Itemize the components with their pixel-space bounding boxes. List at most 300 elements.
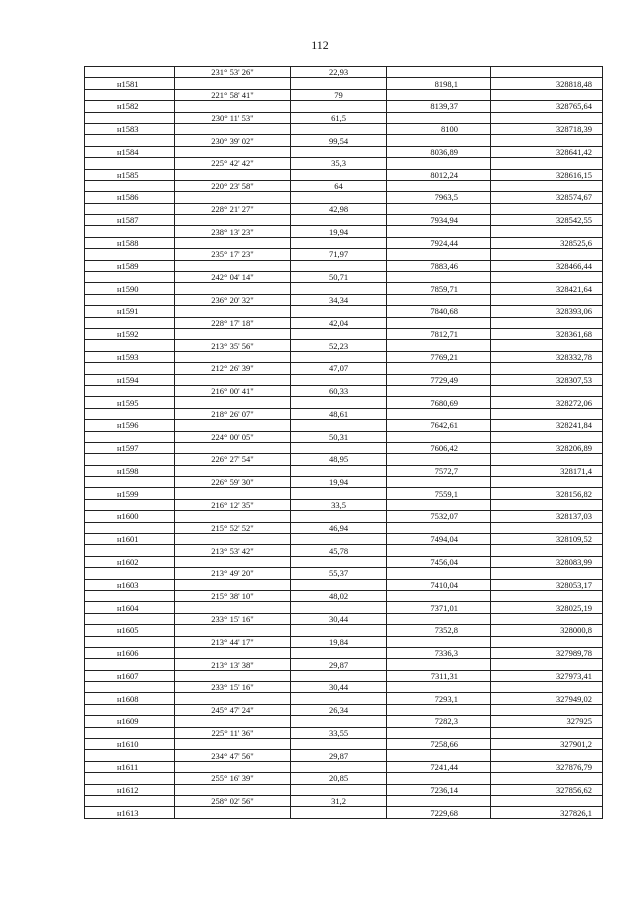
x-cell: 7680,69 [387, 397, 491, 408]
angle-cell [175, 807, 291, 818]
y-cell: 328000,8 [491, 625, 603, 636]
distance-cell: 47,07 [291, 363, 387, 374]
point-row [85, 306, 603, 317]
x-cell: 7934,94 [387, 215, 491, 226]
segment-row [85, 545, 603, 556]
y-cell: 328272,06 [491, 397, 603, 408]
distance-cell: 19,94 [291, 226, 387, 237]
point-row [85, 784, 603, 795]
x-cell [387, 750, 491, 761]
angle-cell [175, 169, 291, 180]
y-cell: 327826,1 [491, 807, 603, 818]
point-row [85, 602, 603, 613]
distance-cell [291, 283, 387, 294]
point-row [85, 374, 603, 385]
point-cell: н1585 [85, 169, 175, 180]
y-cell: 328025,19 [491, 602, 603, 613]
y-cell [491, 135, 603, 146]
point-row [85, 101, 603, 112]
distance-cell: 33,5 [291, 499, 387, 510]
distance-cell [291, 807, 387, 818]
y-cell: 328137,03 [491, 511, 603, 522]
x-cell: 7258,66 [387, 739, 491, 750]
angle-cell [175, 556, 291, 567]
point-row [85, 670, 603, 681]
segment-row [85, 340, 603, 351]
page-number: 112 [311, 38, 329, 52]
distance-cell: 22,93 [291, 67, 387, 78]
point-cell [85, 499, 175, 510]
x-cell: 7963,5 [387, 192, 491, 203]
x-cell [387, 545, 491, 556]
y-cell: 328109,52 [491, 534, 603, 545]
x-cell [387, 499, 491, 510]
y-cell: 328332,78 [491, 351, 603, 362]
distance-cell [291, 761, 387, 772]
point-cell [85, 682, 175, 693]
angle-cell: 258° 02' 56" [175, 796, 291, 807]
angle-cell: 213° 44' 17" [175, 636, 291, 647]
angle-cell [175, 420, 291, 431]
angle-cell: 230° 11' 53" [175, 112, 291, 123]
distance-cell [291, 146, 387, 157]
distance-cell: 99,54 [291, 135, 387, 146]
angle-cell [175, 306, 291, 317]
x-cell: 7456,04 [387, 556, 491, 567]
point-cell: н1587 [85, 215, 175, 226]
angle-cell [175, 260, 291, 271]
y-cell: 328241,84 [491, 420, 603, 431]
y-cell [491, 272, 603, 283]
x-cell [387, 613, 491, 624]
x-cell: 7311,31 [387, 670, 491, 681]
y-cell: 328421,64 [491, 283, 603, 294]
angle-cell [175, 397, 291, 408]
y-cell: 328393,06 [491, 306, 603, 317]
point-cell [85, 431, 175, 442]
x-cell: 7293,1 [387, 693, 491, 704]
point-cell: н1589 [85, 260, 175, 271]
point-cell: н1605 [85, 625, 175, 636]
point-cell [85, 317, 175, 328]
y-cell: 328718,39 [491, 123, 603, 134]
y-cell: 328361,68 [491, 328, 603, 339]
angle-cell [175, 192, 291, 203]
segment-row [85, 773, 603, 784]
angle-cell: 218° 26' 07" [175, 408, 291, 419]
x-cell: 7352,8 [387, 625, 491, 636]
distance-cell [291, 602, 387, 613]
angle-cell [175, 670, 291, 681]
y-cell [491, 340, 603, 351]
x-cell: 8100 [387, 123, 491, 134]
x-cell [387, 568, 491, 579]
point-cell: н1590 [85, 283, 175, 294]
y-cell [491, 796, 603, 807]
point-row [85, 534, 603, 545]
point-cell: н1609 [85, 716, 175, 727]
angle-cell: 216° 00' 41" [175, 385, 291, 396]
distance-cell [291, 488, 387, 499]
x-cell [387, 340, 491, 351]
point-row [85, 579, 603, 590]
point-row [85, 442, 603, 453]
y-cell [491, 158, 603, 169]
distance-cell: 50,71 [291, 272, 387, 283]
point-row [85, 351, 603, 362]
x-cell [387, 773, 491, 784]
point-cell: н1588 [85, 237, 175, 248]
point-cell: н1612 [85, 784, 175, 795]
point-cell [85, 226, 175, 237]
y-cell [491, 317, 603, 328]
distance-cell: 55,37 [291, 568, 387, 579]
y-cell [491, 568, 603, 579]
x-cell: 7859,71 [387, 283, 491, 294]
y-cell [491, 363, 603, 374]
angle-cell: 220° 23' 58" [175, 180, 291, 191]
distance-cell: 29,87 [291, 750, 387, 761]
segment-row [85, 249, 603, 260]
angle-cell: 216° 12' 35" [175, 499, 291, 510]
point-cell: н1586 [85, 192, 175, 203]
distance-cell: 31,2 [291, 796, 387, 807]
point-cell: н1597 [85, 442, 175, 453]
distance-cell: 45,78 [291, 545, 387, 556]
y-cell: 328818,48 [491, 78, 603, 89]
point-row [85, 260, 603, 271]
angle-cell [175, 351, 291, 362]
x-cell [387, 249, 491, 260]
angle-cell [175, 625, 291, 636]
y-cell [491, 180, 603, 191]
distance-cell: 33,55 [291, 727, 387, 738]
distance-cell: 42,98 [291, 203, 387, 214]
point-cell: н1601 [85, 534, 175, 545]
point-cell: н1602 [85, 556, 175, 567]
y-cell [491, 67, 603, 78]
point-row [85, 511, 603, 522]
x-cell [387, 727, 491, 738]
y-cell [491, 682, 603, 693]
distance-cell [291, 511, 387, 522]
x-cell: 8198,1 [387, 78, 491, 89]
point-row [85, 625, 603, 636]
x-cell [387, 317, 491, 328]
point-cell: н1610 [85, 739, 175, 750]
x-cell: 8139,37 [387, 101, 491, 112]
distance-cell [291, 260, 387, 271]
distance-cell: 71,97 [291, 249, 387, 260]
point-cell [85, 385, 175, 396]
distance-cell [291, 647, 387, 658]
y-cell: 328156,82 [491, 488, 603, 499]
point-row [85, 739, 603, 750]
segment-row [85, 67, 603, 78]
x-cell [387, 385, 491, 396]
x-cell: 7282,3 [387, 716, 491, 727]
x-cell: 7559,1 [387, 488, 491, 499]
x-cell [387, 226, 491, 237]
x-cell: 7371,01 [387, 602, 491, 613]
segment-row [85, 750, 603, 761]
angle-cell [175, 215, 291, 226]
x-cell: 7229,68 [387, 807, 491, 818]
point-cell [85, 363, 175, 374]
x-cell [387, 180, 491, 191]
segment-row [85, 431, 603, 442]
x-cell [387, 796, 491, 807]
distance-cell: 48,61 [291, 408, 387, 419]
y-cell: 328616,15 [491, 169, 603, 180]
x-cell [387, 112, 491, 123]
x-cell [387, 590, 491, 601]
x-cell: 7494,04 [387, 534, 491, 545]
segment-row [85, 363, 603, 374]
distance-cell [291, 78, 387, 89]
distance-cell [291, 693, 387, 704]
x-cell [387, 363, 491, 374]
point-row [85, 146, 603, 157]
y-cell [491, 659, 603, 670]
y-cell [491, 522, 603, 533]
segment-row [85, 135, 603, 146]
x-cell: 7729,49 [387, 374, 491, 385]
x-cell: 7883,46 [387, 260, 491, 271]
x-cell [387, 294, 491, 305]
distance-cell [291, 670, 387, 681]
y-cell [491, 704, 603, 715]
distance-cell [291, 579, 387, 590]
x-cell [387, 704, 491, 715]
segment-row [85, 727, 603, 738]
y-cell: 328525,6 [491, 237, 603, 248]
point-cell: н1606 [85, 647, 175, 658]
distance-cell [291, 215, 387, 226]
point-cell [85, 67, 175, 78]
point-row [85, 78, 603, 89]
point-row [85, 237, 603, 248]
distance-cell: 48,95 [291, 454, 387, 465]
y-cell: 328574,67 [491, 192, 603, 203]
point-cell [85, 727, 175, 738]
point-cell: н1593 [85, 351, 175, 362]
distance-cell: 64 [291, 180, 387, 191]
x-cell: 7410,04 [387, 579, 491, 590]
x-cell [387, 659, 491, 670]
y-cell [491, 727, 603, 738]
angle-cell: 238° 13' 23" [175, 226, 291, 237]
segment-row [85, 568, 603, 579]
point-row [85, 328, 603, 339]
y-cell: 328307,53 [491, 374, 603, 385]
segment-row [85, 590, 603, 601]
point-cell [85, 454, 175, 465]
angle-cell: 236° 20' 32" [175, 294, 291, 305]
y-cell: 328206,89 [491, 442, 603, 453]
point-row [85, 807, 603, 818]
y-cell: 328466,44 [491, 260, 603, 271]
x-cell: 7812,71 [387, 328, 491, 339]
point-cell: н1583 [85, 123, 175, 134]
distance-cell [291, 123, 387, 134]
distance-cell [291, 625, 387, 636]
segment-row [85, 613, 603, 624]
x-cell: 7769,21 [387, 351, 491, 362]
angle-cell: 235° 17' 23" [175, 249, 291, 260]
y-cell [491, 89, 603, 100]
point-row [85, 215, 603, 226]
distance-cell [291, 169, 387, 180]
point-cell [85, 545, 175, 556]
segment-row [85, 796, 603, 807]
segment-row [85, 499, 603, 510]
angle-cell: 224° 00' 05" [175, 431, 291, 442]
segment-row [85, 659, 603, 670]
x-cell: 7532,07 [387, 511, 491, 522]
distance-cell [291, 556, 387, 567]
point-cell [85, 704, 175, 715]
distance-cell: 79 [291, 89, 387, 100]
distance-cell: 48,02 [291, 590, 387, 601]
angle-cell: 226° 59' 30" [175, 477, 291, 488]
x-cell: 8036,89 [387, 146, 491, 157]
angle-cell [175, 146, 291, 157]
x-cell: 7606,42 [387, 442, 491, 453]
x-cell: 8012,24 [387, 169, 491, 180]
point-cell [85, 158, 175, 169]
angle-cell: 242° 04' 14" [175, 272, 291, 283]
distance-cell: 19,84 [291, 636, 387, 647]
point-cell: н1607 [85, 670, 175, 681]
distance-cell [291, 328, 387, 339]
angle-cell [175, 101, 291, 112]
distance-cell: 60,33 [291, 385, 387, 396]
angle-cell [175, 647, 291, 658]
distance-cell: 19,94 [291, 477, 387, 488]
point-cell: н1598 [85, 465, 175, 476]
angle-cell: 233° 15' 16" [175, 682, 291, 693]
angle-cell [175, 511, 291, 522]
point-cell [85, 750, 175, 761]
x-cell [387, 636, 491, 647]
point-cell [85, 135, 175, 146]
point-cell: н1613 [85, 807, 175, 818]
coordinates-table [84, 66, 603, 819]
point-cell [85, 89, 175, 100]
point-cell: н1594 [85, 374, 175, 385]
y-cell [491, 431, 603, 442]
point-row [85, 556, 603, 567]
y-cell [491, 545, 603, 556]
point-cell [85, 272, 175, 283]
y-cell [491, 590, 603, 601]
angle-cell [175, 465, 291, 476]
segment-row [85, 682, 603, 693]
point-row [85, 647, 603, 658]
point-row [85, 169, 603, 180]
distance-cell: 42,04 [291, 317, 387, 328]
y-cell [491, 203, 603, 214]
distance-cell: 46,94 [291, 522, 387, 533]
angle-cell: 213° 49' 20" [175, 568, 291, 579]
segment-row [85, 408, 603, 419]
x-cell: 7241,44 [387, 761, 491, 772]
x-cell [387, 89, 491, 100]
angle-cell [175, 739, 291, 750]
point-cell: н1582 [85, 101, 175, 112]
distance-cell [291, 374, 387, 385]
y-cell [491, 499, 603, 510]
angle-cell: 225° 42' 42" [175, 158, 291, 169]
point-cell: н1596 [85, 420, 175, 431]
distance-cell [291, 465, 387, 476]
point-cell: н1592 [85, 328, 175, 339]
segment-row [85, 226, 603, 237]
y-cell: 327973,41 [491, 670, 603, 681]
segment-row [85, 89, 603, 100]
segment-row [85, 317, 603, 328]
distance-cell [291, 192, 387, 203]
angle-cell [175, 716, 291, 727]
y-cell [491, 249, 603, 260]
y-cell: 328542,55 [491, 215, 603, 226]
y-cell [491, 750, 603, 761]
point-cell [85, 340, 175, 351]
angle-cell: 213° 13' 38" [175, 659, 291, 670]
distance-cell [291, 101, 387, 112]
distance-cell: 61,5 [291, 112, 387, 123]
distance-cell [291, 716, 387, 727]
segment-row [85, 272, 603, 283]
point-cell: н1599 [85, 488, 175, 499]
angle-cell [175, 328, 291, 339]
angle-cell: 230° 39' 02" [175, 135, 291, 146]
distance-cell [291, 739, 387, 750]
point-cell: н1604 [85, 602, 175, 613]
distance-cell [291, 442, 387, 453]
distance-cell: 30,44 [291, 613, 387, 624]
y-cell: 327949,02 [491, 693, 603, 704]
distance-cell: 29,87 [291, 659, 387, 670]
point-cell [85, 203, 175, 214]
angle-cell [175, 283, 291, 294]
x-cell [387, 431, 491, 442]
y-cell [491, 454, 603, 465]
distance-cell: 35,3 [291, 158, 387, 169]
angle-cell: 228° 21' 27" [175, 203, 291, 214]
x-cell [387, 135, 491, 146]
x-cell: 7572,7 [387, 465, 491, 476]
angle-cell [175, 693, 291, 704]
segment-row [85, 158, 603, 169]
y-cell [491, 385, 603, 396]
point-cell: н1608 [85, 693, 175, 704]
point-cell [85, 477, 175, 488]
angle-cell: 215° 52' 52" [175, 522, 291, 533]
y-cell [491, 613, 603, 624]
x-cell [387, 682, 491, 693]
angle-cell: 221° 58' 41" [175, 89, 291, 100]
x-cell: 7840,68 [387, 306, 491, 317]
angle-cell: 226° 27' 54" [175, 454, 291, 465]
x-cell [387, 67, 491, 78]
y-cell: 328171,4 [491, 465, 603, 476]
point-cell [85, 773, 175, 784]
coordinates-table-body [85, 67, 603, 819]
segment-row [85, 180, 603, 191]
segment-row [85, 704, 603, 715]
